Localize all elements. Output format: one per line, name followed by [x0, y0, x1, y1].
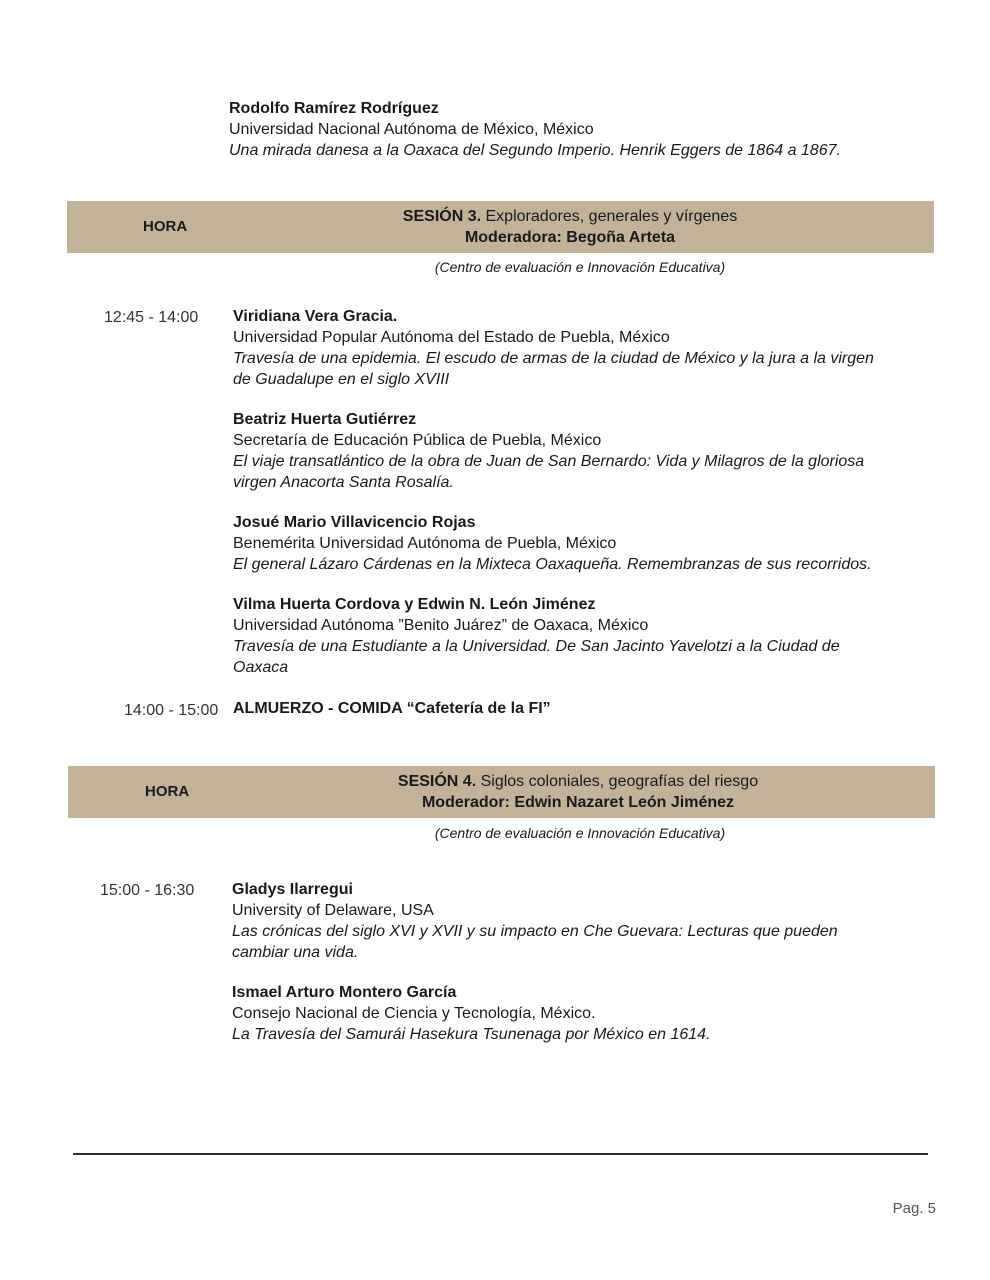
speaker-name: Ismael Arturo Montero García: [232, 984, 457, 1001]
page-number: Pag. 5: [892, 1200, 936, 1217]
speaker-affiliation: University of Delaware, USA: [232, 902, 434, 919]
speaker-name: Rodolfo Ramírez Rodríguez: [229, 100, 439, 117]
lunch-label: ALMUERZO - COMIDA “Cafetería de la FI”: [233, 700, 551, 717]
session3-venue: (Centro de evaluación e Innovación Educativa): [434, 259, 726, 275]
session3-time: 12:45 - 14:00: [104, 309, 199, 326]
speaker-affiliation: Universidad Autónoma ”Benito Juárez” de Oaxaca, México: [233, 617, 649, 634]
speaker-name: Vilma Huerta Cordova y Edwin N. León Jiménez: [233, 596, 596, 613]
session3-entry-3: [233, 512, 933, 575]
session3-label: SESIÓN 3.: [402, 208, 482, 225]
session4-time: 15:00 - 16:30: [100, 882, 195, 899]
session4-heading: [328, 771, 828, 813]
talk-title-line2: cambiar una vida.: [232, 944, 359, 961]
session4-theme: Siglos coloniales, geografías del riesgo: [480, 773, 759, 790]
speaker-name: Beatriz Huerta Gutiérrez: [233, 411, 417, 428]
talk-title: Una mirada danesa a la Oaxaca del Segundo Imperio. Henrik Eggers de 1864 a 1867.: [229, 142, 841, 159]
session3-heading: [330, 206, 810, 248]
session4-entry-1: [232, 879, 932, 963]
talk-title-line1: El general Lázaro Cárdenas en la Mixteca Oaxaqueña. Remembranzas de sus recorridos.: [233, 556, 872, 573]
session3-entry-2: [233, 409, 933, 493]
talk-title-line1: El viaje transatlántico de la obra de Juan de San Bernardo: Vida y Milagros de la gloriosa: [233, 453, 865, 470]
session4-moderator: Moderador: Edwin Nazaret León Jiménez: [421, 794, 735, 811]
footer-rule: [73, 1153, 928, 1155]
speaker-name: Gladys Ilarregui: [232, 881, 353, 898]
talk-title-line1: Las crónicas del siglo XVI y XVII y su impacto en Che Guevara: Lecturas que pueden: [232, 923, 838, 940]
talk-title-line2: de Guadalupe en el siglo XVIII: [233, 371, 450, 388]
speaker-name: Viridiana Vera Gracia.: [233, 308, 398, 325]
speaker-affiliation: Universidad Nacional Autónoma de México, México: [229, 121, 594, 138]
talk-title-line1: La Travesía del Samurái Hasekura Tsunenaga por México en 1614.: [232, 1026, 711, 1043]
speaker-affiliation: Benemérita Universidad Autónoma de Puebla, México: [233, 535, 617, 552]
session3-theme: Exploradores, generales y vírgenes: [485, 208, 738, 225]
session4-label: SESIÓN 4.: [397, 773, 477, 790]
speaker-name: Josué Mario Villavicencio Rojas: [233, 514, 476, 531]
session3-moderator: Moderadora: Begoña Arteta: [464, 229, 676, 246]
session4-hora-label: HORA: [145, 783, 190, 800]
speaker-affiliation: Consejo Nacional de Ciencia y Tecnología, México.: [232, 1005, 596, 1022]
talk-title-line2: Oaxaca: [233, 659, 289, 676]
session4-venue: (Centro de evaluación e Innovación Educativa): [434, 825, 726, 841]
intro-entry: [229, 98, 929, 161]
session4-entry-2: [232, 982, 932, 1045]
session3-entry-1: [233, 306, 933, 390]
session3-hora-label: HORA: [143, 218, 188, 235]
talk-title-line2: virgen Anacorta Santa Rosalía.: [233, 474, 454, 491]
speaker-affiliation: Universidad Popular Autónoma del Estado de Puebla, México: [233, 329, 670, 346]
talk-title-line1: Travesía de una epidemia. El escudo de armas de la ciudad de México y la jura a la virgen: [233, 350, 874, 367]
session3-entry-4: [233, 594, 933, 678]
talk-title-line1: Travesía de una Estudiante a la Universidad. De San Jacinto Yavelotzi a la Ciudad de: [233, 638, 840, 655]
speaker-affiliation: Secretaría de Educación Pública de Puebla, México: [233, 432, 602, 449]
lunch-time: 14:00 - 15:00: [124, 702, 219, 719]
